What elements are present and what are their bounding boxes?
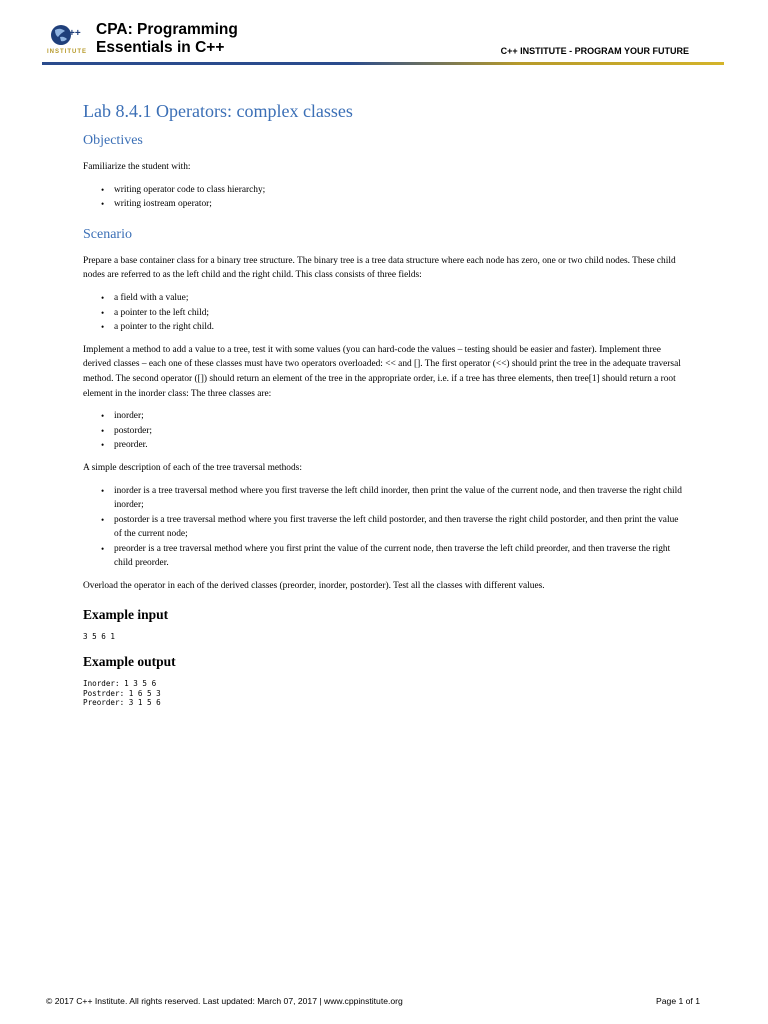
classes-list: [83, 409, 683, 453]
footer-copyright: © 2017 C++ Institute. All rights reserved. Last updated: March 07, 2017 | www.cppinstitute.org: [46, 996, 403, 1006]
overload-note: Overload the operator in each of the derived classes (preorder, inorder, postorder). Test all the classes with different values.: [83, 581, 545, 592]
list-item: • a field with a value;: [114, 291, 683, 306]
list-item: • inorder;: [114, 409, 683, 424]
course-title-line1: CPA: Programming: [96, 21, 238, 38]
list-item: • writing iostream operator;: [114, 197, 683, 212]
example-input-heading: Example input: [83, 606, 169, 622]
scenario-paragraph-2: Implement a method to add a value to a tree, test it with some values (you can hard-code the values – testing should be easier and faster). Implement three derived classes – each one of these classes must have two operators overloaded: << and []. The first operator (<<) should print the tree in the adequate traversal method. The second operator ([]) should return an element of the tree in the appropriate order, i.e. if a tree has three elements, then tree[1] should return a root element in the inorder class: The three classes are:: [83, 344, 681, 399]
list-item: • postorder is a tree traversal method where you first traverse the left child postorder, and then traverse the right child postorder, and then print the value of the current node;: [114, 513, 683, 542]
scenario-paragraph-1: Prepare a base container class for a binary tree structure. The binary tree is a tree data structure where each node has zero, one or two child nodes. These child nodes are referred to as the left child and the right child. This class consists of three fields:: [83, 255, 676, 281]
cpp-institute-logo-icon: [46, 22, 92, 56]
traversal-intro: A simple description of each of the tree traversal methods:: [83, 462, 302, 473]
objectives-list: [83, 183, 683, 212]
header-tagline: C++ INSTITUTE - PROGRAM YOUR FUTURE: [500, 46, 689, 56]
scenario-heading: Scenario: [83, 226, 132, 242]
course-title-line2: Essentials in C++: [96, 39, 225, 56]
list-item: • a pointer to the left child;: [114, 306, 683, 321]
lab-content: [83, 100, 683, 720]
list-item: • writing operator code to class hierarchy;: [114, 183, 683, 198]
header-divider: [42, 62, 724, 65]
traversals-list: [83, 484, 683, 572]
example-output-code: Inorder: 1 3 5 6 Postrder: 1 6 5 3 Preorder: 3 1 5 6: [83, 679, 161, 708]
example-output-heading: Example output: [83, 654, 176, 670]
list-item: • a pointer to the right child.: [114, 320, 683, 335]
footer-page-number: Page 1 of 1: [656, 996, 700, 1006]
list-item: • postorder;: [114, 424, 683, 439]
svg-text:INSTITUTE: INSTITUTE: [47, 49, 87, 55]
svg-text:++: ++: [69, 28, 81, 39]
objectives-heading: Objectives: [83, 133, 143, 148]
list-item: • preorder.: [114, 438, 683, 453]
list-item: • inorder is a tree traversal method where you first traverse the left child inorder, then print the value of the current node, and then traverse the right child inorder;: [114, 484, 683, 513]
list-item: • preorder is a tree traversal method where you first print the value of the current node, then traverse the left child preorder, and then traverse the right child preorder.: [114, 542, 683, 571]
lab-title: Lab 8.4.1 Operators: complex classes: [83, 101, 353, 121]
objectives-intro: Familiarize the student with:: [83, 162, 191, 172]
page-header: [0, 0, 768, 70]
example-input-code: 3 5 6 1: [83, 631, 116, 641]
fields-list: [83, 291, 683, 335]
course-title: [96, 21, 238, 57]
